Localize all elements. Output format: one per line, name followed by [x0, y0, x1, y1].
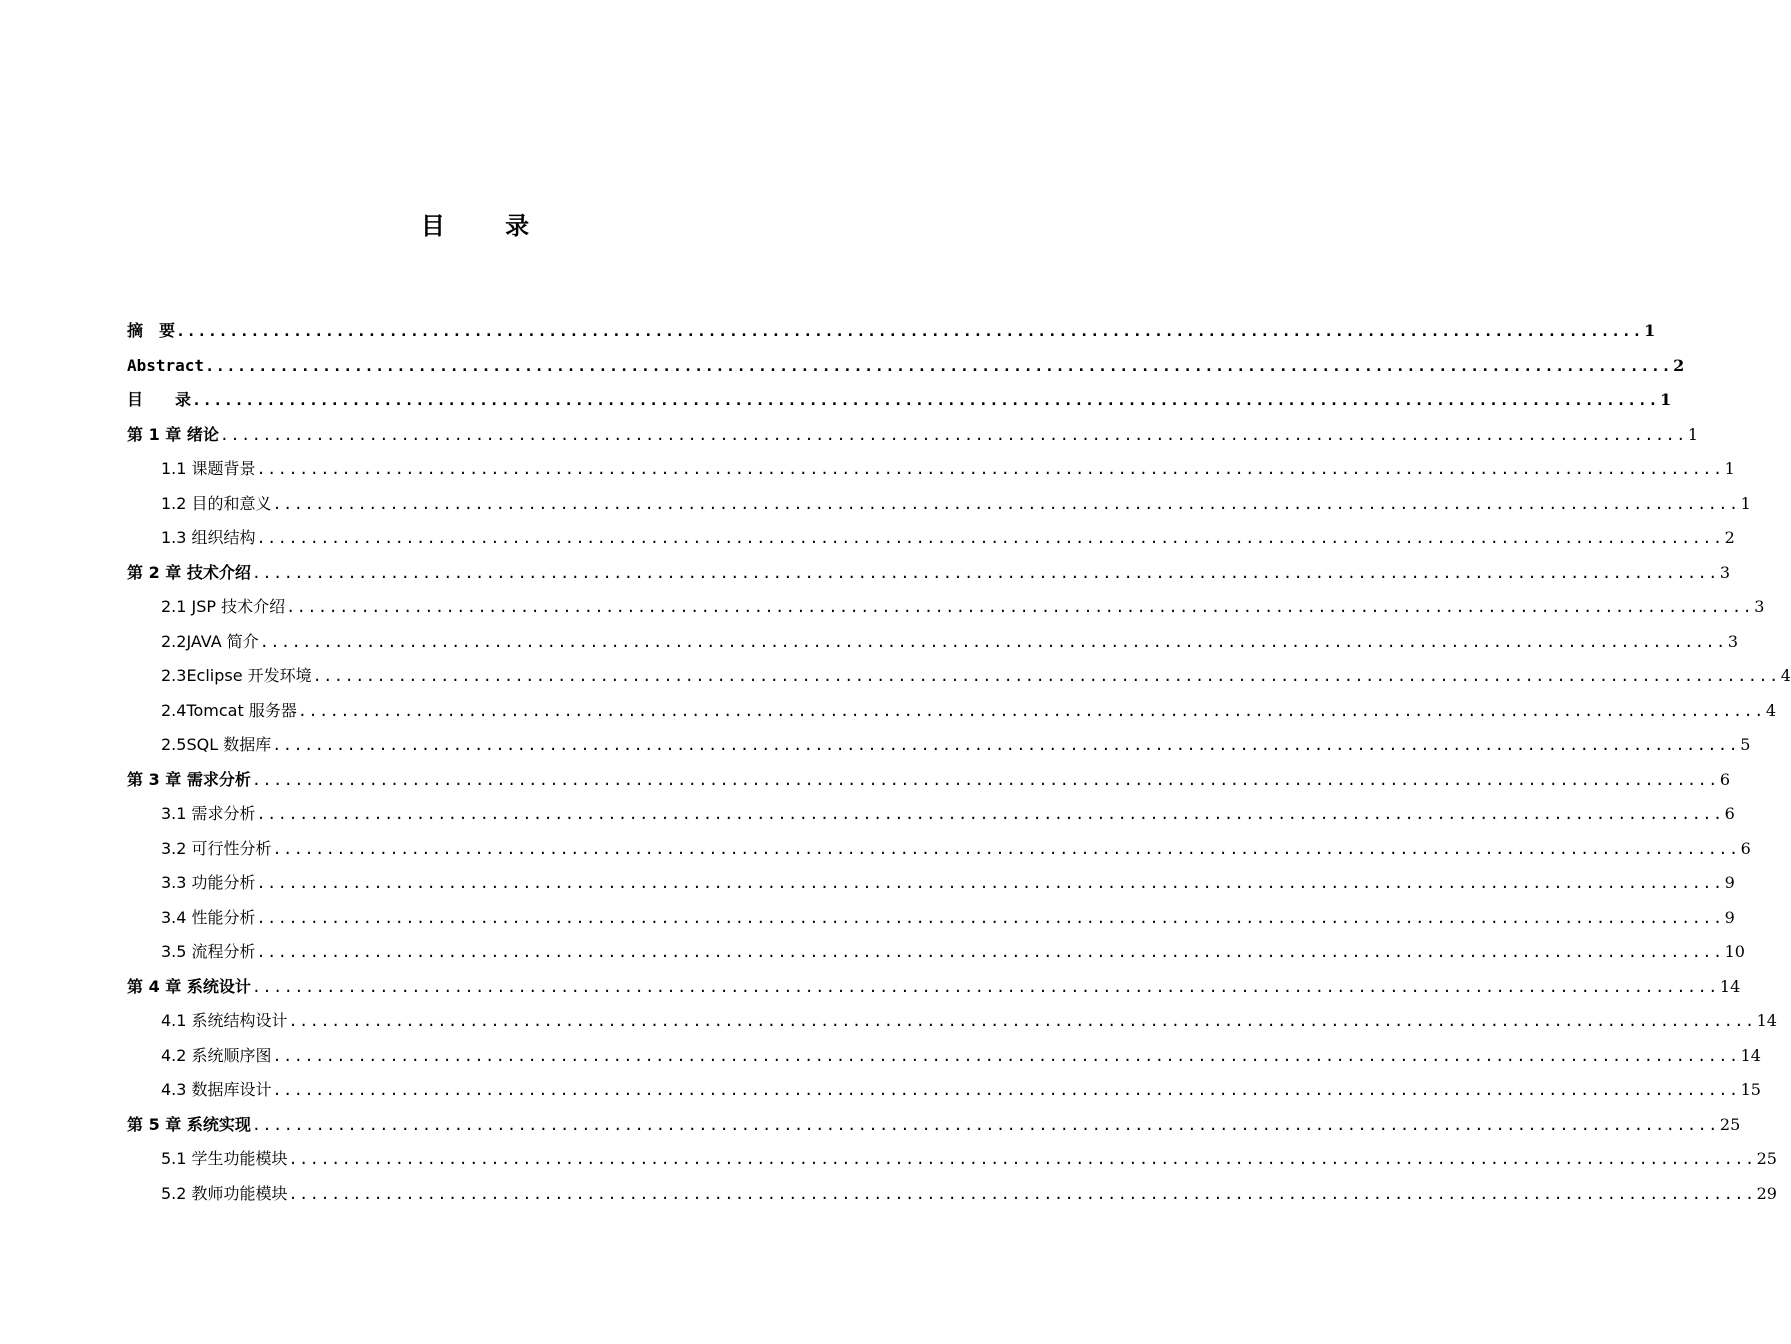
- toc-dot-leader: ..........................................................................................................................................: [288, 1150, 1756, 1168]
- toc-entry-page-number: 1: [1644, 321, 1656, 340]
- toc-entry-chapter[interactable]: [127, 349, 1685, 384]
- toc-entry-page-number: 3: [1727, 631, 1738, 651]
- toc-dot-leader: ..........................................................................................................................................: [256, 908, 1724, 927]
- toc-entry-label: Abstract: [127, 355, 205, 375]
- toc-dot-leader: ..........................................................................................................................................: [251, 977, 1719, 996]
- toc-dot-leader: ..........................................................................................................................................: [192, 391, 1660, 409]
- toc-dot-leader: ..........................................................................................................................................: [219, 425, 1687, 444]
- toc-entry-page-number: 1: [1740, 493, 1751, 513]
- toc-entry-label: 4.2 系统顺序图: [161, 1045, 272, 1065]
- toc-entry-section[interactable]: [127, 901, 1735, 936]
- toc-dot-leader: ..........................................................................................................................................: [312, 667, 1780, 685]
- toc-entry-page-number: 15: [1740, 1080, 1761, 1099]
- toc-entry-section[interactable]: [127, 452, 1735, 487]
- toc-dot-leader: ..........................................................................................................................................: [256, 943, 1724, 961]
- toc-entry-label: 2.1 JSP 技术介绍: [161, 597, 286, 616]
- toc-entry-page-number: 5: [1740, 735, 1751, 754]
- toc-entry-chapter[interactable]: [127, 556, 1731, 591]
- toc-dot-leader: ..........................................................................................................................................: [272, 494, 1740, 513]
- toc-dot-leader: ..........................................................................................................................................: [297, 701, 1765, 720]
- toc-entry-section[interactable]: [127, 797, 1735, 832]
- toc-dot-leader: ..........................................................................................................................................: [272, 1081, 1740, 1099]
- toc-entry-label: 2.2JAVA 简介: [161, 631, 259, 651]
- toc-dot-leader: ..........................................................................................................................................: [256, 874, 1724, 892]
- toc-dot-leader: ..........................................................................................................................................: [259, 632, 1727, 651]
- toc-entry-page-number: 6: [1740, 838, 1751, 858]
- toc-entry-page-number: 29: [1756, 1183, 1777, 1203]
- toc-entry-label: 3.1 需求分析: [161, 804, 256, 823]
- toc-entry-label: 目 录: [127, 390, 192, 409]
- toc-entry-label: 第 5 章 系统实现: [127, 1114, 251, 1134]
- toc-entry-section[interactable]: [127, 1177, 1777, 1212]
- toc-dot-leader: ..........................................................................................................................................: [272, 839, 1740, 858]
- toc-list: [127, 314, 1791, 1211]
- toc-entry-page-number: 1: [1687, 424, 1699, 444]
- toc-dot-leader: ..........................................................................................................................................: [288, 1184, 1756, 1203]
- toc-entry-page-number: 10: [1724, 942, 1745, 961]
- toc-dot-leader: ..........................................................................................................................................: [205, 356, 1673, 375]
- toc-entry-section[interactable]: [127, 659, 1791, 694]
- toc-entry-label: 3.3 功能分析: [161, 873, 256, 892]
- toc-entry-label: 2.4Tomcat 服务器: [161, 700, 297, 720]
- toc-entry-chapter[interactable]: [127, 314, 1656, 349]
- toc-entry-label: 第 1 章 绪论: [127, 424, 219, 444]
- toc-entry-label: 2.3Eclipse 开发环境: [161, 666, 312, 685]
- toc-dot-leader: ..........................................................................................................................................: [256, 529, 1724, 547]
- toc-dot-leader: ..........................................................................................................................................: [256, 460, 1724, 478]
- toc-entry-chapter[interactable]: [127, 970, 1741, 1005]
- toc-entry-section[interactable]: [127, 1004, 1777, 1039]
- toc-entry-label: 1.3 组织结构: [161, 528, 256, 547]
- toc-entry-page-number: 14: [1719, 976, 1741, 996]
- toc-entry-section[interactable]: [127, 590, 1765, 625]
- toc-entry-section[interactable]: [127, 521, 1735, 556]
- toc-dot-leader: ..........................................................................................................................................: [176, 322, 1644, 340]
- toc-entry-chapter[interactable]: [127, 418, 1699, 453]
- toc-entry-page-number: 6: [1719, 769, 1731, 789]
- toc-entry-chapter[interactable]: [127, 763, 1731, 798]
- toc-entry-label: 第 2 章 技术介绍: [127, 562, 251, 582]
- toc-entry-chapter[interactable]: [127, 383, 1672, 418]
- toc-entry-page-number: 9: [1724, 907, 1735, 927]
- toc-entry-page-number: 2: [1673, 355, 1685, 375]
- toc-entry-section[interactable]: [127, 694, 1777, 729]
- toc-entry-section[interactable]: [127, 832, 1751, 867]
- toc-dot-leader: ..........................................................................................................................................: [251, 770, 1719, 789]
- toc-entry-page-number: 25: [1719, 1114, 1741, 1134]
- toc-entry-section[interactable]: [127, 935, 1745, 970]
- toc-entry-label: 5.1 学生功能模块: [161, 1149, 288, 1168]
- toc-entry-label: 1.1 课题背景: [161, 459, 256, 478]
- toc-entry-label: 5.2 教师功能模块: [161, 1183, 288, 1203]
- toc-entry-section[interactable]: [127, 1039, 1761, 1074]
- toc-entry-label: 4.1 系统结构设计: [161, 1011, 288, 1030]
- toc-entry-label: 第 4 章 系统设计: [127, 976, 251, 996]
- toc-entry-label: 3.5 流程分析: [161, 942, 256, 961]
- toc-entry-label: 第 3 章 需求分析: [127, 769, 251, 789]
- toc-entry-page-number: 14: [1756, 1011, 1777, 1030]
- toc-entry-section[interactable]: [127, 487, 1751, 522]
- toc-entry-page-number: 2: [1724, 528, 1735, 547]
- toc-dot-leader: ..........................................................................................................................................: [251, 563, 1719, 582]
- toc-dot-leader: ..........................................................................................................................................: [272, 1046, 1740, 1065]
- toc-entry-label: 3.2 可行性分析: [161, 838, 272, 858]
- toc-entry-chapter[interactable]: [127, 1108, 1741, 1143]
- toc-entry-page-number: 1: [1724, 459, 1735, 478]
- toc-entry-label: 1.2 目的和意义: [161, 493, 272, 513]
- toc-entry-page-number: 4: [1780, 666, 1791, 685]
- toc-entry-page-number: 1: [1660, 390, 1672, 409]
- toc-entry-label: 摘 要: [127, 321, 176, 340]
- toc-entry-section[interactable]: [127, 866, 1735, 901]
- toc-entry-page-number: 9: [1724, 873, 1735, 892]
- toc-entry-label: 3.4 性能分析: [161, 907, 256, 927]
- toc-entry-page-number: 4: [1765, 700, 1777, 720]
- toc-entry-page-number: 14: [1740, 1045, 1761, 1065]
- toc-dot-leader: ..........................................................................................................................................: [272, 736, 1740, 754]
- toc-entry-page-number: 6: [1724, 804, 1735, 823]
- toc-entry-section[interactable]: [127, 1073, 1761, 1108]
- toc-entry-section[interactable]: [127, 728, 1751, 763]
- toc-title: 目 录: [420, 212, 556, 240]
- toc-entry-section[interactable]: [127, 625, 1738, 660]
- toc-entry-section[interactable]: [127, 1142, 1777, 1177]
- toc-dot-leader: ..........................................................................................................................................: [251, 1115, 1719, 1134]
- toc-dot-leader: ..........................................................................................................................................: [256, 805, 1724, 823]
- toc-entry-page-number: 25: [1756, 1149, 1777, 1168]
- toc-dot-leader: ..........................................................................................................................................: [286, 598, 1754, 616]
- toc-entry-label: 4.3 数据库设计: [161, 1080, 272, 1099]
- toc-entry-page-number: 3: [1719, 562, 1731, 582]
- toc-entry-page-number: 3: [1754, 597, 1765, 616]
- toc-entry-label: 2.5SQL 数据库: [161, 735, 272, 754]
- toc-dot-leader: ..........................................................................................................................................: [288, 1012, 1756, 1030]
